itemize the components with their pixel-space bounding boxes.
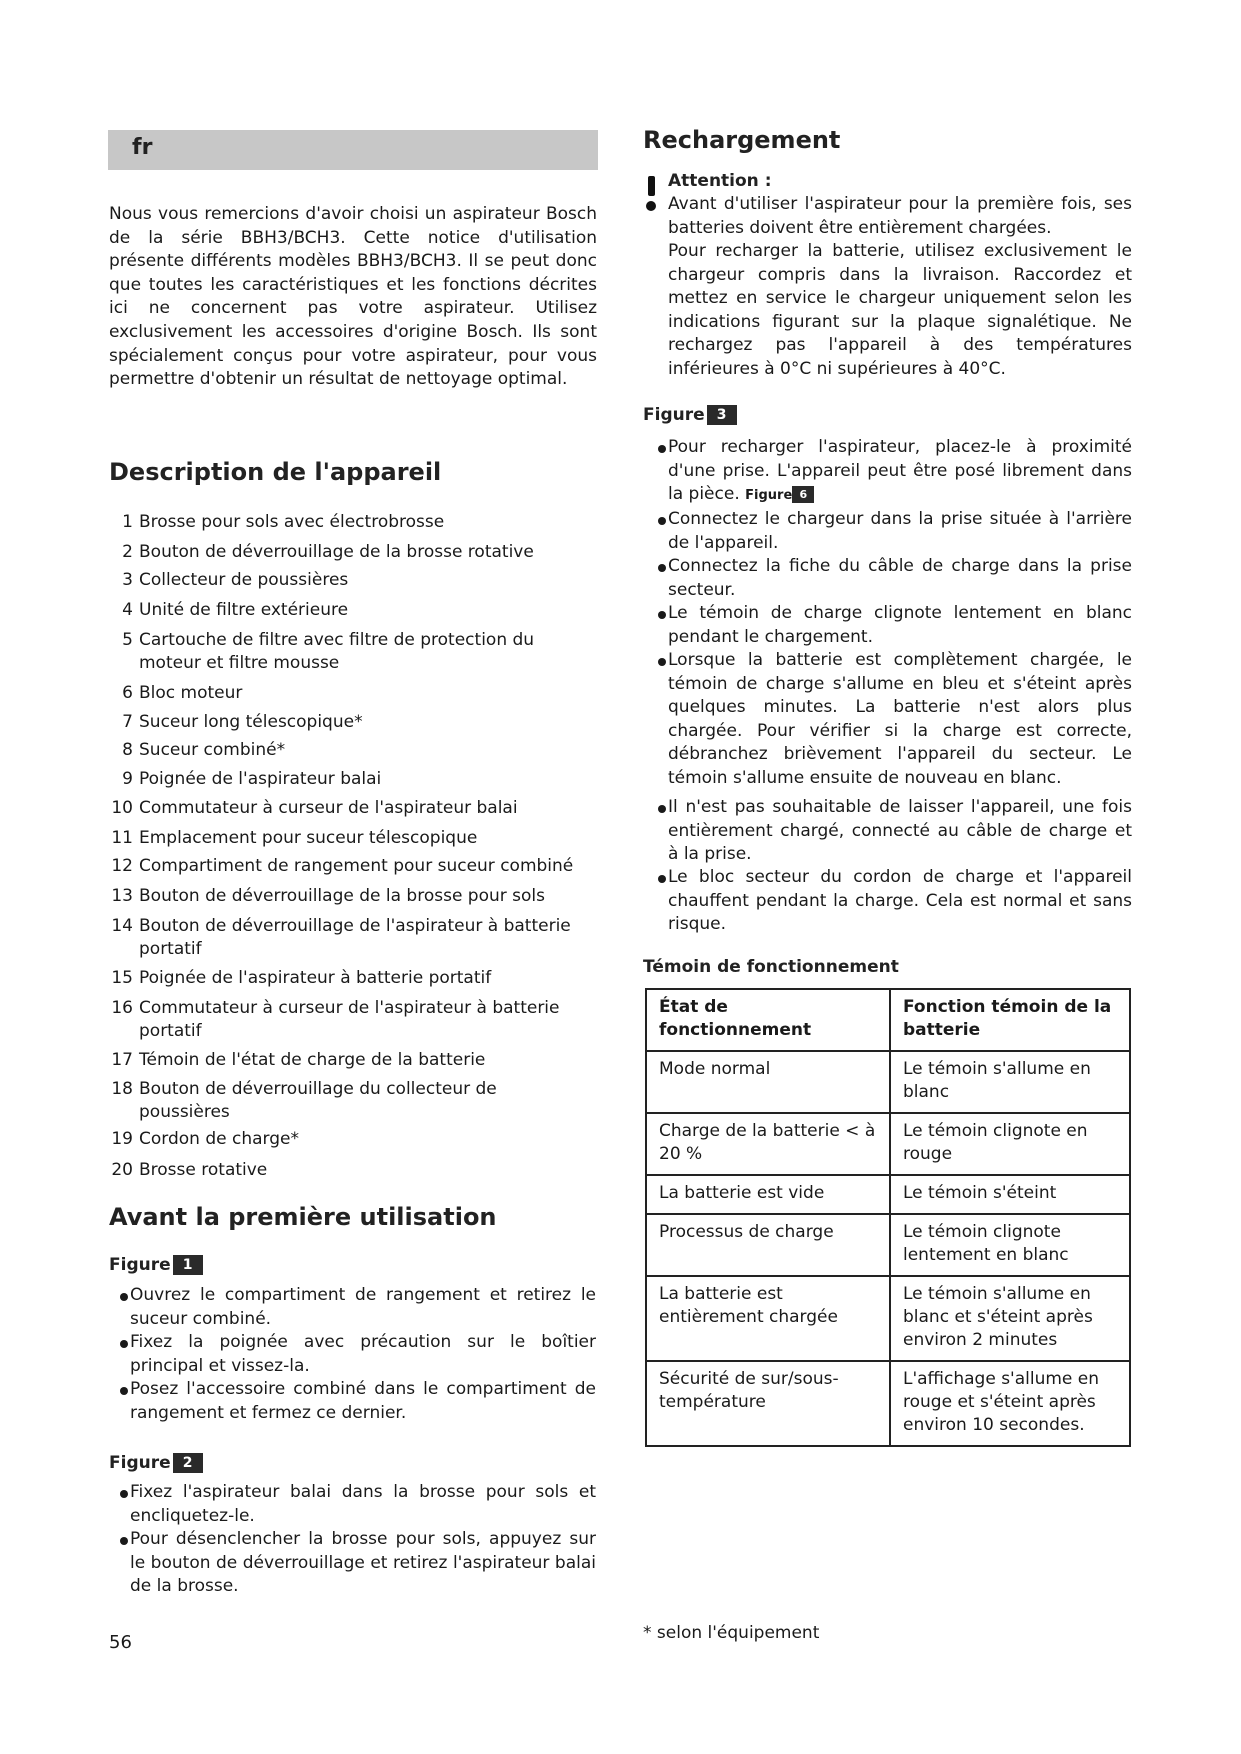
list-item <box>109 997 597 1041</box>
list-item-text: Cartouche de filtre avec filtre de protection du moteur et filtre mousse <box>139 630 535 673</box>
list-item-text: Emplacement pour suceur télescopique <box>139 828 478 848</box>
bullet-dot <box>120 1293 128 1301</box>
status-indicator-cell: Le témoin s'allume en blanc et s'éteint après environ 2 minutes <box>890 1276 1130 1361</box>
instruction-bullet <box>668 796 1132 867</box>
list-item-text: Unité de filtre extérieure <box>139 600 349 620</box>
bullet-dot <box>658 805 666 813</box>
attention-text-1: Avant d'utiliser l'aspirateur pour la première fois, ses batteries doivent être entièrement chargées. <box>668 194 1132 238</box>
list-item <box>109 1159 597 1181</box>
status-row <box>646 1175 1130 1214</box>
instruction-bullet <box>130 1378 596 1425</box>
list-item <box>109 1049 597 1071</box>
status-row <box>646 1113 1130 1175</box>
figure-3-badge: 3 <box>707 405 737 425</box>
list-item <box>109 1078 597 1122</box>
list-item-text: Collecteur de poussières <box>139 570 349 590</box>
bullet-dot <box>658 445 666 453</box>
status-row <box>646 1051 1130 1113</box>
instruction-bullet <box>130 1481 596 1528</box>
bullet-dot <box>658 611 666 619</box>
list-item-number: 12 <box>111 856 133 876</box>
figure-word: Figure <box>643 405 705 425</box>
figure-1-badge: 1 <box>173 1255 203 1275</box>
list-item-number: 3 <box>122 570 133 590</box>
list-item <box>109 915 597 959</box>
bullet-dot <box>120 1340 128 1348</box>
attention-text-2: Pour recharger la batterie, utilisez exclusivement le chargeur compris dans la livraison. Raccordez et mettez en service le chargeur uniquement selon les indications figurant sur la plaque signalétique. Ne rechargez pas l'appareil à des températures inférieures à 0°C ni supérieures à 40°C. <box>668 241 1132 379</box>
list-item-text: Suceur combiné* <box>139 740 286 760</box>
list-item <box>109 739 597 761</box>
list-item <box>109 541 597 563</box>
status-indicator-cell: Le témoin s'allume en blanc <box>890 1051 1130 1113</box>
bullet-dot <box>120 1490 128 1498</box>
figure-2-label <box>109 1453 203 1473</box>
list-item-number: 18 <box>111 1079 133 1099</box>
list-item-text: Suceur long télescopique* <box>139 712 363 732</box>
list-item-number: 11 <box>111 828 133 848</box>
list-item <box>109 711 597 733</box>
bullet-dot <box>658 658 666 666</box>
status-state-cell: La batterie est vide <box>646 1175 890 1214</box>
instruction-bullet <box>130 1331 596 1378</box>
figure-6-badge: 6 <box>792 486 814 503</box>
figure-word: Figure <box>109 1255 171 1275</box>
list-item-number: 4 <box>122 600 133 620</box>
instruction-text: Fixez l'aspirateur balai dans la brosse pour sols et encliquetez-le. <box>130 1482 596 1526</box>
instruction-text: Il n'est pas souhaitable de laisser l'appareil, une fois entièrement chargé, connecté au câble de charge et à la prise. <box>668 797 1132 865</box>
instruction-text: Lorsque la batterie est complètement chargée, le témoin de charge s'allume en bleu et s'éteint après quelques minutes. La batterie n'est alors plus chargée. Pour vérifier si la charge est correcte, débranchez brièvement l'appareil du secteur. Le témoin s'allume ensuite de nouveau en blanc. <box>668 650 1132 788</box>
list-item-number: 7 <box>122 712 133 732</box>
list-item-number: 6 <box>122 683 133 703</box>
warning-icon <box>645 176 659 212</box>
list-item-number: 14 <box>111 916 133 936</box>
list-item-number: 16 <box>111 998 133 1018</box>
list-item-text: Bouton de déverrouillage de l'aspirateur à batterie portatif <box>139 916 571 959</box>
status-state-cell: Mode normal <box>646 1051 890 1113</box>
bullet-dot <box>120 1387 128 1395</box>
list-item-text: Bouton de déverrouillage de la brosse rotative <box>139 542 534 562</box>
status-indicator-cell: Le témoin clignote en rouge <box>890 1113 1130 1175</box>
list-item <box>109 629 597 673</box>
status-state-cell: Sécurité de sur/sous-température <box>646 1361 890 1446</box>
status-indicator-cell: Le témoin clignote lentement en blanc <box>890 1214 1130 1276</box>
bullet-dot <box>658 517 666 525</box>
status-indicator-cell: Le témoin s'éteint <box>890 1175 1130 1214</box>
list-item-text: Bouton de déverrouillage de la brosse pour sols <box>139 886 546 906</box>
instruction-bullet <box>668 602 1132 649</box>
list-item <box>109 682 597 704</box>
status-header-row <box>646 989 1130 1051</box>
list-item <box>109 827 597 849</box>
status-indicator-cell: L'affichage s'allume en rouge et s'éteint après environ 10 secondes. <box>890 1361 1130 1446</box>
status-state-cell: La batterie est entièrement chargée <box>646 1276 890 1361</box>
list-item <box>109 511 597 533</box>
list-item-number: 20 <box>111 1160 133 1180</box>
instruction-text: Le témoin de charge clignote lentement en blanc pendant le chargement. <box>668 603 1132 647</box>
list-item-number: 19 <box>111 1129 133 1149</box>
status-header-cell: État de fonctionnement <box>646 989 890 1051</box>
list-item-text: Brosse rotative <box>139 1160 268 1180</box>
list-item-text: Cordon de charge* <box>139 1129 299 1149</box>
figure-1-label <box>109 1255 203 1275</box>
status-table <box>645 988 1131 1447</box>
figure-word: Figure <box>109 1453 171 1473</box>
instruction-bullet <box>130 1284 596 1331</box>
recharge-bullet: Pour recharger l'aspirateur, placez-le à proximité d'une prise. L'appareil peut être posé librement dans la pièce. Figure 6 <box>668 436 1132 508</box>
figure-word-small: Figure <box>745 488 793 504</box>
list-item <box>109 599 597 621</box>
list-item-text: Témoin de l'état de charge de la batterie <box>139 1050 486 1070</box>
status-row <box>646 1276 1130 1361</box>
language-bar <box>108 130 598 170</box>
before-use-heading: Avant la première utilisation <box>109 1203 497 1231</box>
list-item <box>109 569 597 591</box>
list-item-text: Bloc moteur <box>139 683 243 703</box>
instruction-bullet <box>130 1528 596 1599</box>
list-item-number: 9 <box>122 769 133 789</box>
status-state-cell: Processus de charge <box>646 1214 890 1276</box>
instruction-bullet <box>668 866 1132 937</box>
instruction-text: Pour désenclencher la brosse pour sols, appuyez sur le bouton de déverrouillage et retirez l'aspirateur balai de la brosse. <box>130 1529 596 1597</box>
status-header-cell: Fonction témoin de la batterie <box>890 989 1130 1051</box>
list-item-number: 8 <box>122 740 133 760</box>
footnote: * selon l'équipement <box>643 1623 820 1643</box>
language-code: fr <box>132 135 153 160</box>
list-item-text: Commutateur à curseur de l'aspirateur balai <box>139 798 518 818</box>
status-row <box>646 1361 1130 1446</box>
list-item <box>109 855 597 877</box>
list-item <box>109 1128 597 1150</box>
bullet-dot <box>658 564 666 572</box>
instruction-bullet <box>668 508 1132 555</box>
list-item-number: 5 <box>122 630 133 650</box>
list-item-text: Bouton de déverrouillage du collecteur de poussières <box>139 1079 497 1122</box>
list-item-text: Commutateur à curseur de l'aspirateur à batterie portatif <box>139 998 560 1041</box>
instruction-text: Fixez la poignée avec précaution sur le boîtier principal et vissez-la. <box>130 1332 596 1376</box>
intro-paragraph: Nous vous remercions d'avoir choisi un aspirateur Bosch de la série BBH3/BCH3. Cette notice d'utilisation présente différents modèles BBH3/BCH3. Il se peut donc que toutes les caractéristiques et les fonctions décrites ici ne concernent pas votre aspirateur. Utilisez exclusivement les accessoires d'origine Bosch. Ils sont spécialement conçus pour votre aspirateur, pour vous permettre d'obtenir un résultat de nettoyage optimal. <box>109 204 597 390</box>
list-item-number: 17 <box>111 1050 133 1070</box>
attention-label: Attention : <box>668 171 772 191</box>
instruction-text: Le bloc secteur du cordon de charge et l'appareil chauffent pendant la charge. Cela est normal et sans risque. <box>668 867 1132 935</box>
bullet-dot <box>120 1537 128 1545</box>
description-heading: Description de l'appareil <box>109 458 442 486</box>
list-item-number: 15 <box>111 968 133 988</box>
instruction-text: Connectez la fiche du câble de charge dans la prise secteur. <box>668 556 1132 600</box>
list-item-number: 1 <box>122 512 133 532</box>
list-item-text: Poignée de l'aspirateur balai <box>139 769 382 789</box>
list-item-text: Compartiment de rangement pour suceur combiné <box>139 856 574 876</box>
figure-2-badge: 2 <box>173 1453 203 1473</box>
list-item <box>109 967 597 989</box>
status-state-cell: Charge de la batterie < à 20 % <box>646 1113 890 1175</box>
list-item <box>109 797 597 819</box>
instruction-text: Ouvrez le compartiment de rangement et retirez le suceur combiné. <box>130 1285 596 1329</box>
instruction-text: Posez l'accessoire combiné dans le compartiment de rangement et fermez ce dernier. <box>130 1379 596 1423</box>
list-item-text: Poignée de l'aspirateur à batterie portatif <box>139 968 492 988</box>
list-item-number: 2 <box>122 542 133 562</box>
status-heading: Témoin de fonctionnement <box>643 957 899 977</box>
figure-3-label <box>643 405 737 425</box>
list-item-text: Brosse pour sols avec électrobrosse <box>139 512 445 532</box>
list-item <box>109 885 597 907</box>
list-item-number: 10 <box>111 798 133 818</box>
recharge-heading: Rechargement <box>643 126 841 154</box>
bullet-dot <box>658 875 666 883</box>
status-row <box>646 1214 1130 1276</box>
instruction-bullet <box>668 555 1132 602</box>
list-item <box>109 768 597 790</box>
list-item-number: 13 <box>111 886 133 906</box>
instruction-text: Connectez le chargeur dans la prise située à l'arrière de l'appareil. <box>668 509 1132 553</box>
page-number: 56 <box>109 1632 132 1653</box>
instruction-bullet <box>668 649 1132 791</box>
